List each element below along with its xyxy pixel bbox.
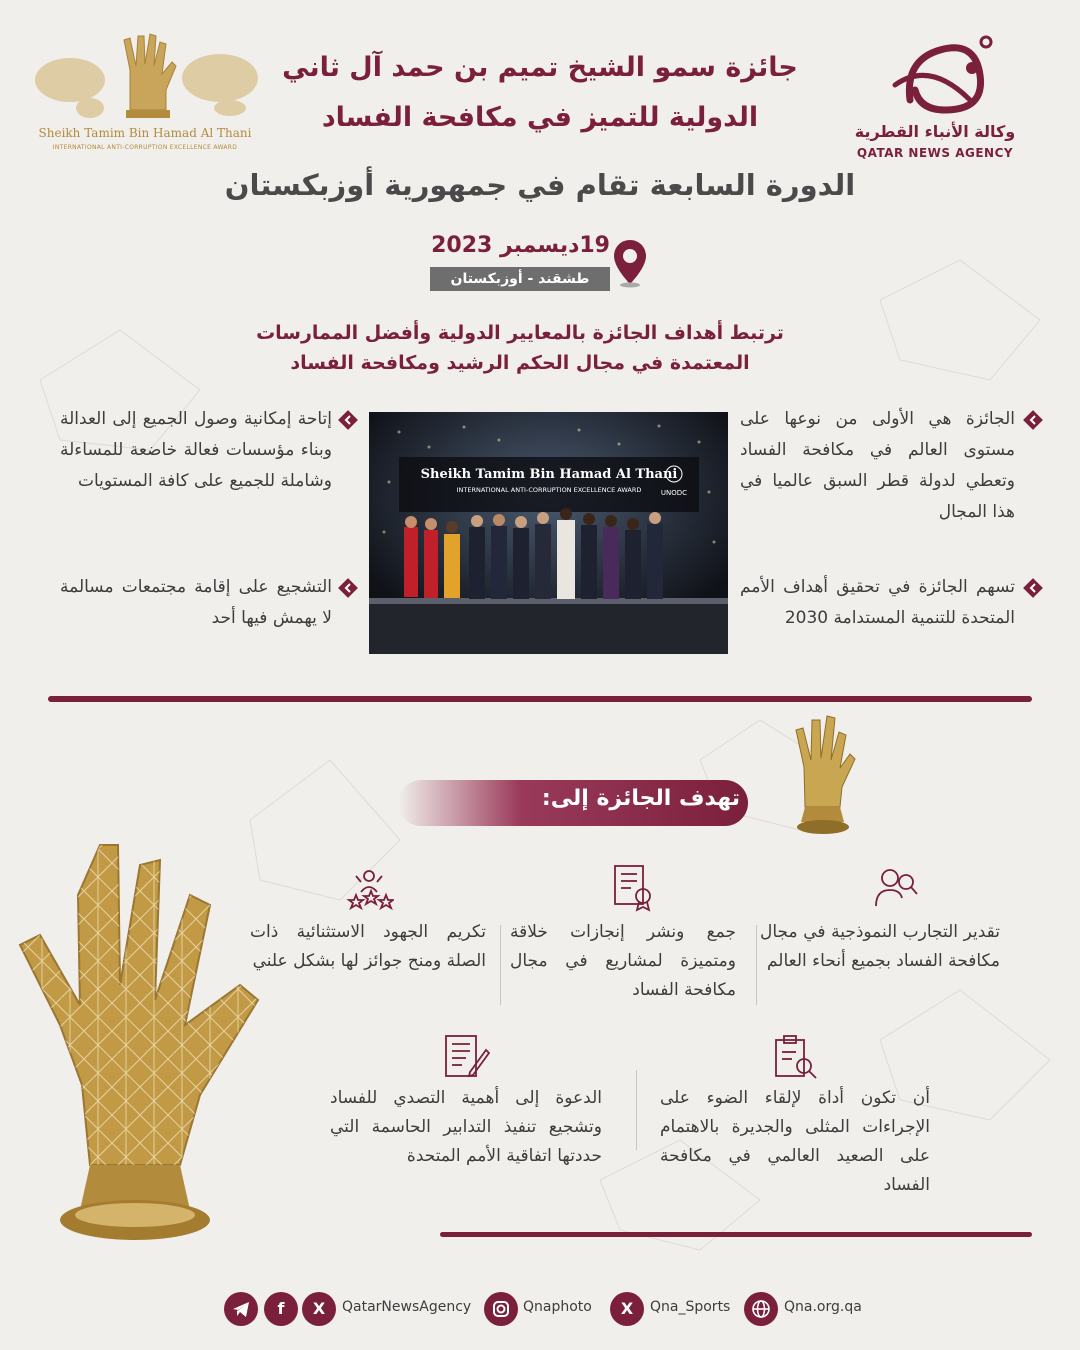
clipboard-search-icon bbox=[770, 1032, 820, 1082]
goal-advocacy: الدعوة إلى أهمية التصدي للفساد وتشجيع تنفيذ التدابير الحاسمة التي حددتها اتفاقية الأمم المتحدة bbox=[330, 1088, 602, 1166]
globe-icon[interactable] bbox=[744, 1292, 778, 1326]
award-logo bbox=[30, 30, 260, 160]
column-divider bbox=[636, 1070, 637, 1150]
subtitle: الدورة السابعة تقام في جمهورية أوزبكستان bbox=[224, 168, 856, 202]
document-pen-icon bbox=[440, 1032, 490, 1082]
hand-trophy-large-icon bbox=[0, 835, 290, 1265]
social-handle-qnaphoto[interactable]: Qnaphoto bbox=[523, 1299, 592, 1315]
award-stars-icon bbox=[344, 862, 394, 912]
award-name-english: Sheikh Tamim Bin Hamad Al Thani bbox=[38, 126, 252, 140]
column-divider bbox=[500, 925, 501, 1005]
goal-collect-achievements: جمع ونشر إنجازات خلاقة ومتميزة لمشاريع في مجال مكافحة الفساد bbox=[510, 922, 736, 1000]
certificate-icon bbox=[607, 862, 657, 912]
main-title-line-2: الدولية للتميز في مكافحة الفساد bbox=[321, 102, 759, 133]
diamond-bullet-icon bbox=[1022, 409, 1044, 431]
main-title-line-1: جائزة سمو الشيخ تميم بن حمد آل ثاني bbox=[282, 52, 798, 83]
event-place: طشقند - أوزبكستان bbox=[430, 267, 610, 291]
lead-line-1: ترتبط أهداف الجائزة بالمعايير الدولية وأفضل الممارسات bbox=[256, 322, 784, 344]
qna-emblem-icon bbox=[890, 30, 1000, 120]
website-link[interactable]: Qna.org.qa bbox=[784, 1299, 862, 1315]
section-divider bbox=[48, 696, 1032, 702]
hand-trophy-icon bbox=[110, 30, 190, 120]
diamond-bullet-icon bbox=[1022, 577, 1044, 599]
hand-trophy-small-icon bbox=[790, 712, 860, 837]
diamond-bullet-icon bbox=[337, 409, 359, 431]
photo-banner-subtitle: INTERNATIONAL ANTI-CORRUPTION EXCELLENCE AWARD bbox=[456, 486, 642, 494]
footer-divider bbox=[440, 1232, 1032, 1237]
goal-appreciate-models: تقدير التجارب النموذجية في مجال مكافحة الفساد بجميع أنحاء العالم bbox=[760, 922, 1000, 971]
goal-honor-efforts: تكريم الجهود الاستثنائية ذات الصلة ومنح جوائز لها بشكل علني bbox=[250, 922, 486, 971]
social-handle-qna-sports[interactable]: Qna_Sports bbox=[650, 1299, 731, 1315]
location-pin-icon bbox=[612, 238, 648, 288]
facebook-icon[interactable]: f bbox=[264, 1292, 298, 1326]
lead-line-2: المعتمدة في مجال الحكم الرشيد ومكافحة الفساد bbox=[290, 352, 750, 374]
event-date: 19ديسمبر 2023 bbox=[431, 233, 610, 258]
goal-spotlight-tool: أن تكون أداة لإلقاء الضوء على الإجراءات المثلى والجديرة بالاهتمام على الصعيد العالمي في مكافحة الفساد bbox=[660, 1088, 930, 1195]
ceremony-photo bbox=[369, 412, 728, 654]
diamond-bullet-icon bbox=[337, 577, 359, 599]
goals-heading: تهدف الجائزة إلى: bbox=[541, 786, 740, 811]
qna-name-english: QATAR NEWS AGENCY bbox=[856, 146, 1014, 160]
qna-name-arabic: وكالة الأنباء القطرية bbox=[854, 122, 1016, 141]
photo-partner-logo: UNODC bbox=[660, 489, 688, 497]
person-search-icon bbox=[870, 862, 920, 912]
x-twitter-icon[interactable]: X bbox=[610, 1292, 644, 1326]
column-divider bbox=[756, 925, 757, 1005]
photo-banner-title: Sheikh Tamim Bin Hamad Al Thani bbox=[420, 467, 678, 482]
ceremony-photo-illustration bbox=[369, 412, 728, 654]
instagram-icon[interactable] bbox=[484, 1292, 518, 1326]
x-twitter-icon[interactable]: X bbox=[302, 1292, 336, 1326]
social-handle-qatarnewsagency[interactable]: QatarNewsAgency bbox=[342, 1299, 472, 1315]
bullet-justice-access: إتاحة إمكانية وصول الجميع إلى العدالة وبناء مؤسسات فعالة خاضعة للمساءلة وشاملة للجميع على كافة المستويات bbox=[60, 409, 332, 491]
bullet-peaceful-societies: التشجيع على إقامة مجتمعات مسالمة لا يهمش فيها أحد bbox=[60, 577, 332, 628]
award-tagline: INTERNATIONAL ANTI-CORRUPTION EXCELLENCE AWARD bbox=[52, 144, 238, 151]
bullet-first-of-kind: الجائزة هي الأولى من نوعها على مستوى العالم في مكافحة الفساد وتعطي لدولة قطر السبق عالميا في هذا المجال bbox=[740, 409, 1015, 522]
bullet-un-goals: تسهم الجائزة في تحقيق أهداف الأمم المتحدة للتنمية المستدامة 2030 bbox=[740, 577, 1015, 628]
telegram-icon[interactable] bbox=[224, 1292, 258, 1326]
qna-logo bbox=[830, 30, 1040, 170]
